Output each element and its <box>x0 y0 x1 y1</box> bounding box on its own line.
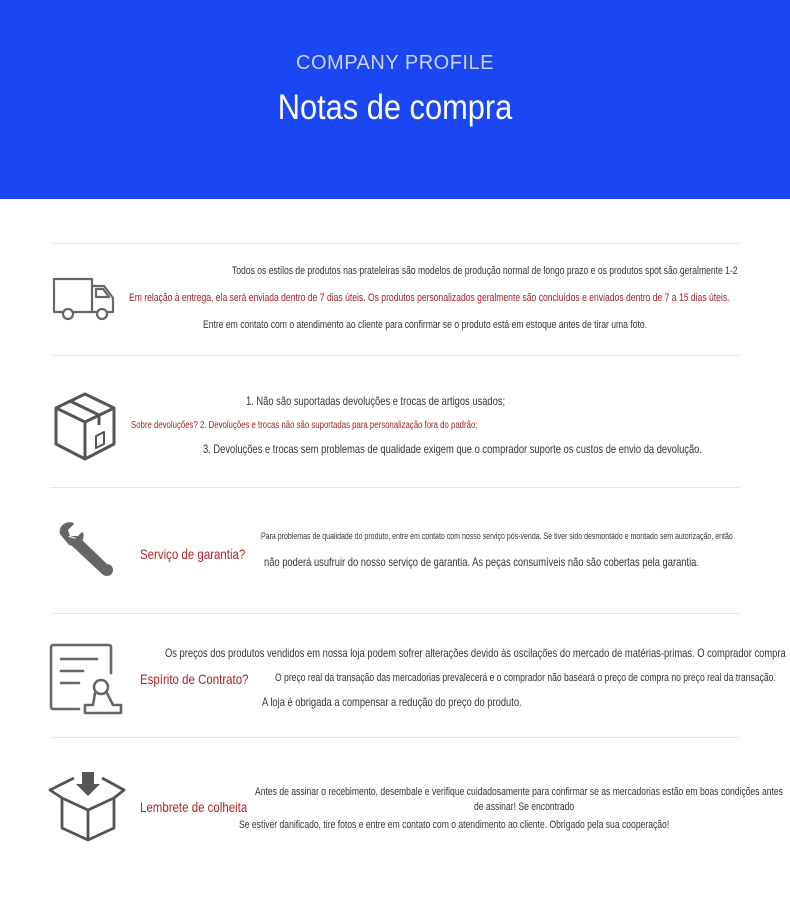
section-line: Para problemas de qualidade do produto, entre em contato com nosso serviço pós-venda. Se tiver sido desmontado e montado sem autorização, então <box>261 531 733 541</box>
divider <box>50 487 741 488</box>
divider <box>50 355 741 356</box>
section-label: Lembrete de colheita <box>140 799 248 815</box>
section-line: Entre em contato com o atendimento ao cliente para confirmar se o produto está em estoque antes de tirar uma foto. <box>203 319 648 331</box>
section-line: 3. Devoluções e trocas sem problemas de qualidade exigem que o comprador suporte os custos de envio da devolução. <box>203 442 702 456</box>
section-line: Sobre devoluções? 2. Devoluções e trocas não são suportadas para personalização fora do padrão; <box>131 420 478 431</box>
wrench-icon <box>58 522 116 578</box>
header-kicker: COMPANY PROFILE <box>296 52 494 74</box>
page-title: Notas de compra <box>277 88 513 127</box>
section-line: A loja é obrigada a compensar a redução do preço do produto. <box>262 695 522 709</box>
section-line: Se estiver danificado, tire fotos e entre em contato com o atendimento ao cliente. Obrigado pela sua cooperação! <box>239 819 670 831</box>
header-banner <box>0 0 790 199</box>
section-line: de assinar! Se encontrado <box>474 801 575 813</box>
section-line: O preço real da transação das mercadorias prevalecerá e o comprador não baseará o preço de compra no preço real da transação. <box>275 672 776 684</box>
delivery-truck-icon <box>52 276 116 322</box>
divider <box>50 243 741 244</box>
section-line: Os preços dos produtos vendidos em nossa loja podem sofrer alterações devido às oscilações do mercado de matérias-primas. O comprador compra <box>165 646 786 660</box>
section-line: 1. Não são suportadas devoluções e trocas de artigos usados; <box>246 394 506 408</box>
divider <box>50 737 741 738</box>
section-line: Todos os estilos de produtos nas prateleiras são modelos de produção normal de longo prazo e os produtos spot são geralmente 1-2 <box>232 265 738 277</box>
contract-document-icon <box>49 643 125 717</box>
section-line: Em relação à entrega, ela será enviada dentro de 7 dias úteis. Os produtos personalizados geralmente são concluídos e enviados dentro de 7 a 15 dias úteis. <box>129 292 730 304</box>
divider <box>50 613 741 614</box>
section-line: Antes de assinar o recebimento, desembale e verifique cuidadosamente para confirmar se as mercadorias estão em boas condições antes <box>255 786 783 798</box>
section-label: Serviço de garantia? <box>140 546 246 562</box>
section-line: não poderá usufruir do nosso serviço de garantia. As peças consumíveis não são cobertas pela garantia. <box>264 555 699 569</box>
receive-box-icon <box>48 770 126 842</box>
section-label: Espírito de Contrato? <box>140 671 249 687</box>
package-box-icon <box>54 392 116 462</box>
